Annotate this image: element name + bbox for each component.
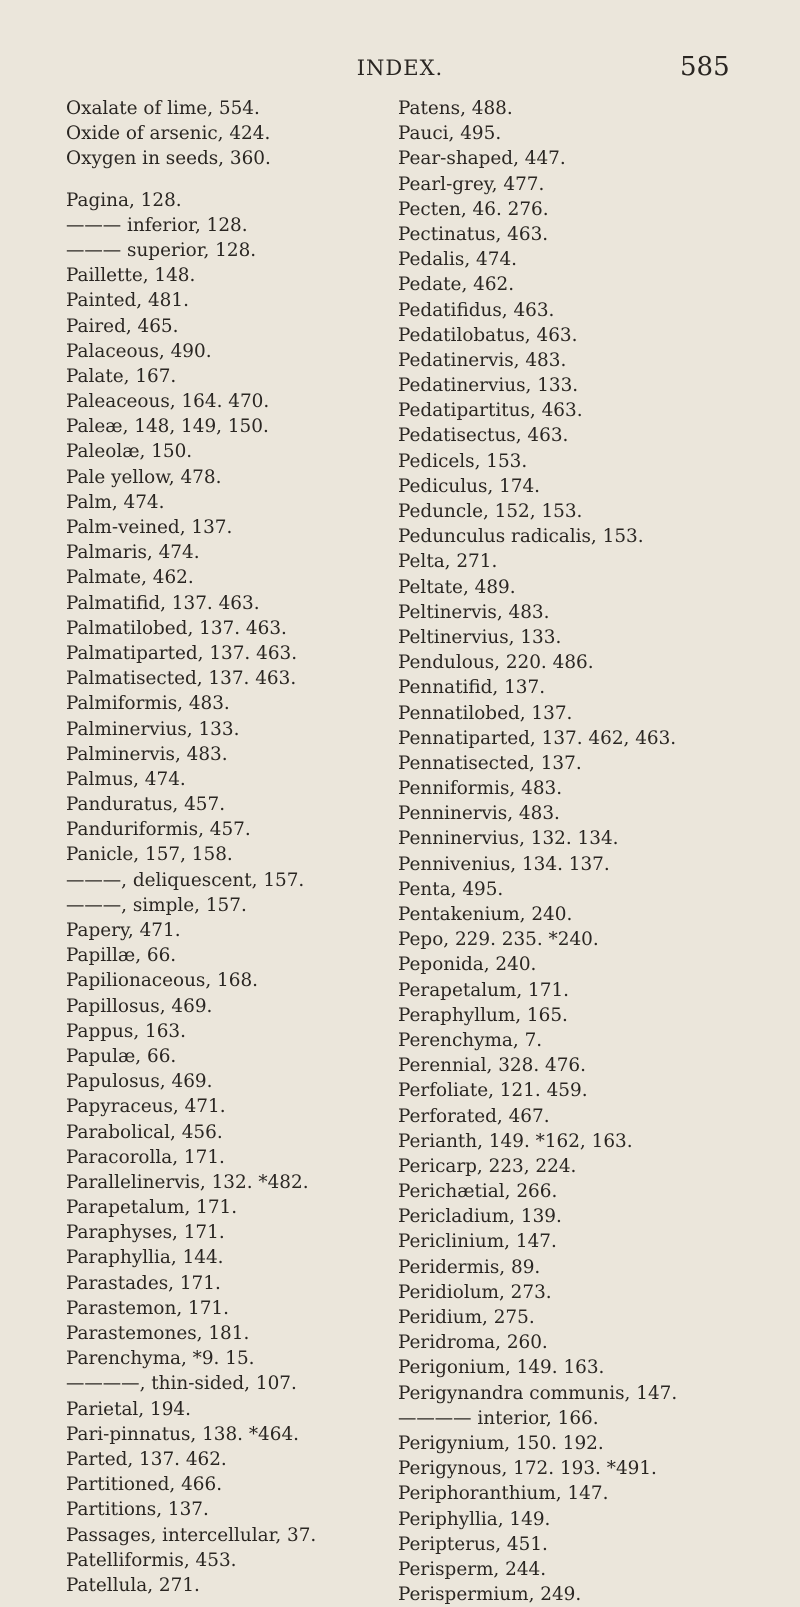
index-entry: Perfoliate, 121. 459.	[398, 1080, 588, 1102]
index-entry: Parastemon, 171.	[66, 1297, 229, 1319]
index-entry: ——— superior, 128.	[66, 239, 257, 261]
index-entry: Pericladium, 139.	[398, 1206, 562, 1228]
index-entry: Palmatisected, 137. 463.	[66, 668, 297, 690]
index-entry: ————, thin-sided, 107.	[66, 1373, 297, 1395]
index-entry: Paraphyses, 171.	[66, 1222, 225, 1244]
index-entry: Peltinervius, 133.	[398, 626, 562, 648]
index-entry: Parapetalum, 171.	[66, 1197, 238, 1219]
index-entry: Pedicels, 153.	[398, 450, 528, 472]
index-entry: Pennatisected, 137.	[398, 752, 582, 774]
index-entry: Pericarp, 223, 224.	[398, 1155, 577, 1177]
index-entry: Pentakenium, 240.	[398, 904, 573, 925]
index-entry: Pappus, 163.	[66, 1020, 186, 1042]
index-entry: Panicle, 157, 158.	[66, 844, 233, 866]
index-entry: Parietal, 194.	[66, 1398, 191, 1420]
index-entry: Patelliformis, 453.	[66, 1549, 237, 1571]
index-entry: Palaceous, 490.	[66, 340, 212, 362]
index-entry: Parabolical, 456.	[66, 1121, 223, 1143]
index-entry: Partitioned, 466.	[66, 1474, 223, 1496]
index-entry: Parted, 137. 462.	[66, 1448, 227, 1470]
index-entry: Peraphyllum, 165.	[398, 1004, 568, 1026]
index-entry: Perigynous, 172. 193. *491.	[398, 1458, 657, 1480]
index-entry: Peltate, 489.	[398, 576, 516, 598]
index-entry: Pedatisectus, 463.	[398, 425, 569, 447]
index-entry: Pendulous, 220. 486.	[398, 652, 594, 674]
index-entry: Palminervis, 483.	[66, 743, 228, 765]
index-entry: Papilionaceous, 168.	[66, 970, 258, 992]
index-entry: Pedatinervius, 133.	[398, 375, 579, 397]
index-entry: ——— inferior, 128.	[66, 214, 248, 236]
index-entry: Patens, 488.	[398, 98, 513, 119]
index-entry: Oxide of arsenic, 424.	[66, 123, 271, 145]
index-entry: Pari-pinnatus, 138. *464.	[66, 1423, 300, 1445]
index-entry: Peridium, 275.	[398, 1307, 535, 1328]
index-entry: Peridermis, 89.	[398, 1256, 541, 1278]
index-entry: Perisperm, 244.	[398, 1558, 547, 1580]
index-entry: Papulosus, 469.	[66, 1071, 213, 1093]
index-entry: Peduncle, 152, 153.	[398, 501, 583, 522]
index-entry: Pedatifidus, 463.	[398, 299, 555, 321]
index-entry: Perichætial, 266.	[398, 1181, 558, 1203]
index-entry: Pedate, 462.	[398, 274, 515, 296]
index-entry: Palmus, 474.	[66, 768, 186, 790]
index-entry: Palmatiparted, 137. 463.	[66, 642, 298, 664]
index-entry: Palmatifid, 137. 463.	[66, 592, 260, 614]
page-number: 585	[680, 52, 730, 82]
index-entry: Partitions, 137.	[66, 1499, 209, 1521]
index-entry: Perianth, 149. *162, 163.	[398, 1130, 633, 1152]
index-entry: ———— interior, 166.	[398, 1407, 599, 1429]
index-entry: Penniformis, 483.	[398, 778, 563, 800]
index-entry: Painted, 481.	[66, 290, 189, 312]
index-entry: Pagina, 128.	[66, 189, 182, 211]
index-entry: Perennial, 328. 476.	[398, 1055, 586, 1077]
index-entry: Peltinervis, 483.	[398, 601, 550, 623]
index-entry: Peripterus, 451.	[398, 1533, 548, 1555]
index-entry: ———, deliquescent, 157.	[66, 869, 305, 891]
running-header: INDEX.	[356, 56, 444, 80]
index-column-right	[398, 96, 790, 1607]
index-entry: Paleaceous, 164. 470.	[66, 391, 270, 413]
index-entry: Palmiformis, 483.	[66, 693, 230, 715]
index-entry: Pennivenius, 134. 137.	[398, 853, 610, 875]
index-entry: Patellula, 271.	[66, 1574, 200, 1596]
index-entry: ———, simple, 157.	[66, 894, 247, 916]
index-entry: Peridiolum, 273.	[398, 1281, 552, 1303]
index-entry: Paleæ, 148, 149, 150.	[66, 416, 269, 438]
index-entry: Paraphyllia, 144.	[66, 1247, 224, 1269]
index-entry: Pauci, 495.	[398, 123, 502, 145]
index-entry: Peridroma, 260.	[398, 1332, 548, 1354]
index-entry: Panduriformis, 457.	[66, 819, 251, 841]
index-entry: Palminervius, 133.	[66, 718, 240, 740]
index-entry: Periphoranthium, 147.	[398, 1483, 609, 1505]
index-entry: Parenchyma, *9. 15.	[66, 1348, 255, 1370]
index-entry: Panduratus, 457.	[66, 794, 226, 816]
index-entry: Penta, 495.	[398, 878, 504, 900]
index-entry: Papery, 471.	[66, 920, 181, 941]
index-entry: Perenchyma, 7.	[398, 1029, 543, 1051]
index-entry: Palmate, 462.	[66, 567, 194, 589]
index-entry: Pedunculus radicalis, 153.	[398, 526, 644, 548]
index-column-left	[66, 96, 396, 1598]
index-entry: Palmaris, 474.	[66, 542, 200, 564]
section-gap	[66, 172, 396, 188]
index-entry: Pectinatus, 463.	[398, 223, 549, 245]
index-entry: Pedatilobatus, 463.	[398, 324, 578, 346]
index-entry: Peponida, 240.	[398, 954, 537, 976]
index-entry: Palate, 167.	[66, 365, 177, 387]
index-entry: Pedatipartitus, 463.	[398, 400, 583, 422]
index-entry: Pelta, 271.	[398, 551, 498, 573]
index-entry: Parastades, 171.	[66, 1272, 221, 1294]
index-entry: Palm, 474.	[66, 491, 165, 513]
index-entry: Penninervis, 483.	[398, 803, 560, 825]
index-entry: Perapetalum, 171.	[398, 979, 570, 1001]
index-entry: Perigynandra communis, 147.	[398, 1382, 678, 1404]
index-entry: Pear-shaped, 447.	[398, 148, 566, 170]
index-entry: Paillette, 148.	[66, 265, 196, 287]
index-entry: Perforated, 467.	[398, 1105, 550, 1127]
index-entry: Perispermium, 249.	[398, 1584, 582, 1606]
index-entry: Pecten, 46. 276.	[398, 198, 549, 220]
index-entry: Papulæ, 66.	[66, 1045, 177, 1067]
index-entry: Pediculus, 174.	[398, 475, 541, 497]
index-entry: Periphyllia, 149.	[398, 1508, 551, 1530]
index-entry: Parallelinervis, 132. *482.	[66, 1171, 309, 1193]
index-entry: Paired, 465.	[66, 315, 179, 337]
index-entry: Paracorolla, 171.	[66, 1146, 225, 1168]
index-entry: Penninervius, 132. 134.	[398, 828, 619, 850]
index-entry: Paleolæ, 150.	[66, 441, 193, 463]
index-entry: Periclinium, 147.	[398, 1231, 557, 1253]
index-entry: Pennatilobed, 137.	[398, 702, 573, 724]
index-entry: Pedalis, 474.	[398, 249, 518, 271]
index-entry: Pearl-grey, 477.	[398, 173, 545, 195]
index-entry: Palmatilobed, 137. 463.	[66, 617, 287, 639]
index-entry: Oxalate of lime, 554.	[66, 98, 260, 119]
index-entry: Pennatiparted, 137. 462, 463.	[398, 727, 677, 749]
index-entry: Pennatifid, 137.	[398, 677, 546, 699]
index-entry: Papillæ, 66.	[66, 945, 177, 967]
index-entry: Papillosus, 469.	[66, 995, 213, 1017]
index-entry: Pale yellow, 478.	[66, 466, 222, 488]
index-entry: Passages, intercellular, 37.	[66, 1524, 317, 1546]
index-entry: Perigonium, 149. 163.	[398, 1357, 605, 1379]
index-entry: Pedatinervis, 483.	[398, 349, 567, 371]
index-entry: Perigynium, 150. 192.	[398, 1432, 604, 1454]
index-entry: Papyraceus, 471.	[66, 1096, 226, 1118]
index-entry: Oxygen in seeds, 360.	[66, 148, 271, 170]
index-entry: Pepo, 229. 235. *240.	[398, 929, 599, 951]
index-entry: Palm-veined, 137.	[66, 517, 233, 538]
index-entry: Parastemones, 181.	[66, 1323, 250, 1344]
